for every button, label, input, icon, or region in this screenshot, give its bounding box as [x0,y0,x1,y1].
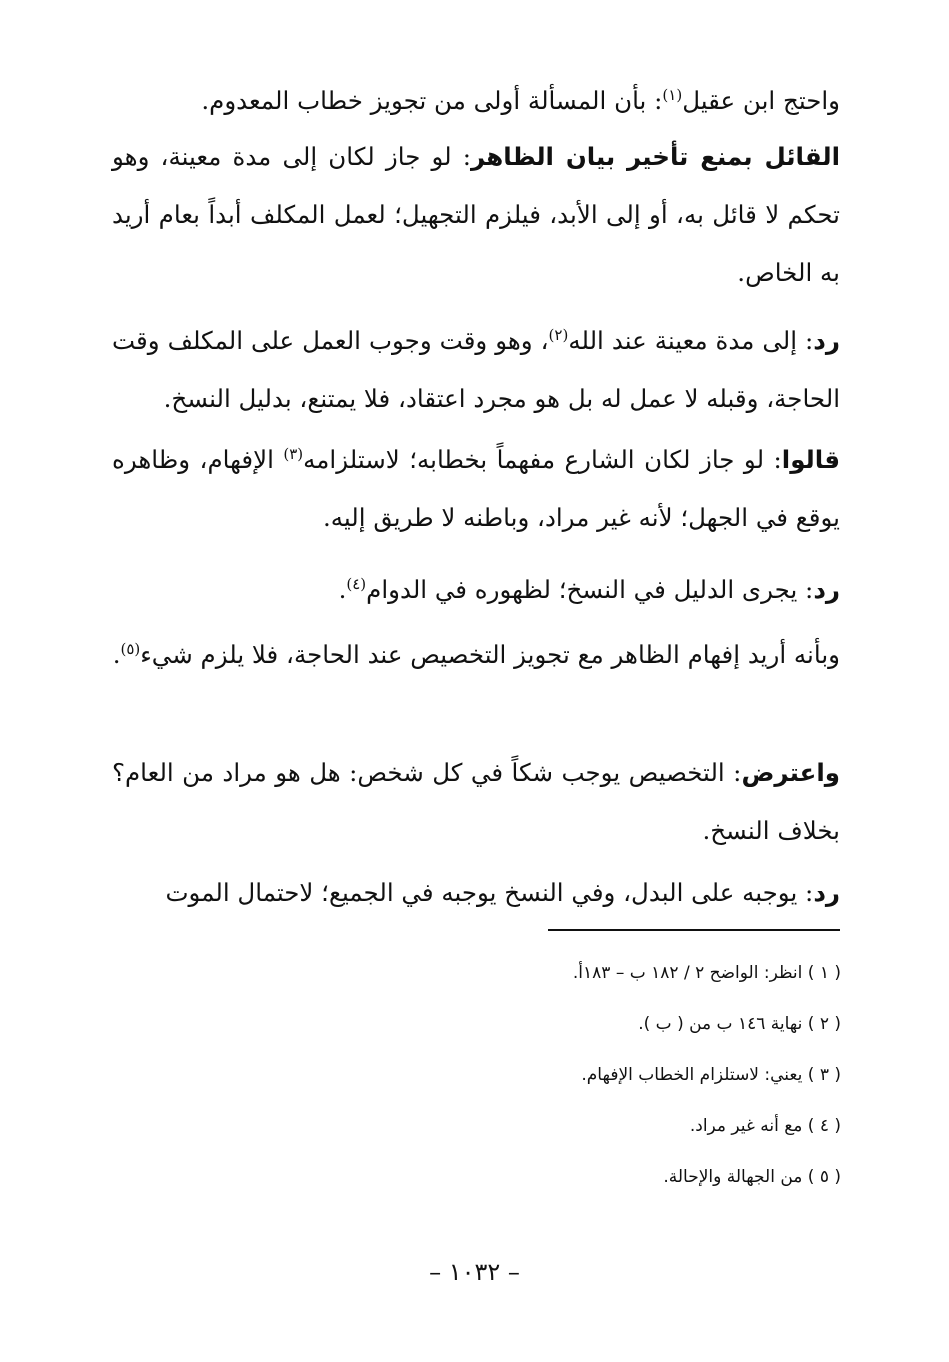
paragraph-text: ، وهو وقت وجوب العمل على المكلف وقت الحاجة، وقبله لا عمل له بل هو مجرد اعتقاد، فلا يمتنع، بدليل النسخ. [112,326,840,413]
paragraph-lead: القائل بمنع تأخير بيان الظاهر [471,142,840,171]
paragraph-lead: رد [813,326,840,355]
paragraph-text: : لو جاز لكان الشارع مفهماً بخطابه؛ لاستلزامه [303,445,782,474]
paragraph-objection [112,744,840,860]
footnote-ref-5: (٥) [120,640,141,658]
paragraph-lead: واعترض [741,758,840,787]
paragraph-text: : التخصيص يوجب شكاً في كل شخص: هل هو مراد من العام؟ بخلاف النسخ. [112,758,840,845]
paragraph-text: الإفهام، وظاهره يوقع في الجهل؛ لأنه غير مراد، وباطنه لا طريق إليه. [112,445,840,532]
footnote-2: ( ٢ ) نهاية ١٤٦ ب من ( ب ). [638,1014,841,1034]
paragraph-text: : إلى مدة معينة عند الله [568,326,814,355]
footnote-1: ( ١ ) انظر: الواضح ٢ / ١٨٢ ب – ١٨٣أ. [572,963,841,983]
paragraph-text: وبأنه أريد إفهام الظاهر مع تجويز التخصيص عند الحاجة، فلا يلزم شيء [140,640,840,669]
paragraph-reply-2 [112,555,840,619]
paragraph-text: واحتج ابن عقيل [682,86,840,115]
paragraph-opponent-argument [112,128,840,302]
paragraph-text: . [112,640,121,669]
footnote-4: ( ٤ ) مع أنه غير مراد. [689,1116,841,1136]
footnotes [141,948,841,1203]
paragraph-lead: رد [813,878,840,907]
paragraph-further-reply [112,620,840,684]
footnote-ref-4: (٤) [346,575,367,593]
paragraph-ibn-aqil [112,66,840,130]
paragraph-they-said [112,425,840,547]
page-number: – ١٠٣٢ – [429,1258,520,1286]
footnote-ref-3: (٣) [283,445,304,463]
paragraph-text: . [338,575,347,604]
paragraph-text: : يجرى الدليل في النسخ؛ لظهوره في الدوام [366,575,814,604]
footnote-3: ( ٣ ) يعني: لاستلزام الخطاب الإفهام. [581,1065,841,1085]
paragraph-text: : بأن المسألة أولى من تجويز خطاب المعدوم. [201,86,663,115]
footnote-ref-1: (١) [662,86,683,104]
paragraph-reply-3 [112,864,840,922]
footnote-separator [548,929,840,931]
paragraph-text: : يوجبه على البدل، وفي النسخ يوجبه في الجميع؛ لاحتمال الموت [165,878,814,907]
paragraph-text: : لو جاز لكان إلى مدة معينة، وهو تحكم لا قائل به، أو إلى الأبد، فيلزم التجهيل؛ لعمل المكلف أبداً بعام أريد به الخاص. [112,142,840,287]
footnote-ref-2: (٢) [548,326,569,344]
paragraph-lead: رد [813,575,840,604]
footnote-5: ( ٥ ) من الجهالة والإحالة. [663,1167,841,1187]
paragraph-lead: قالوا [781,445,840,474]
paragraph-reply-1 [112,306,840,428]
